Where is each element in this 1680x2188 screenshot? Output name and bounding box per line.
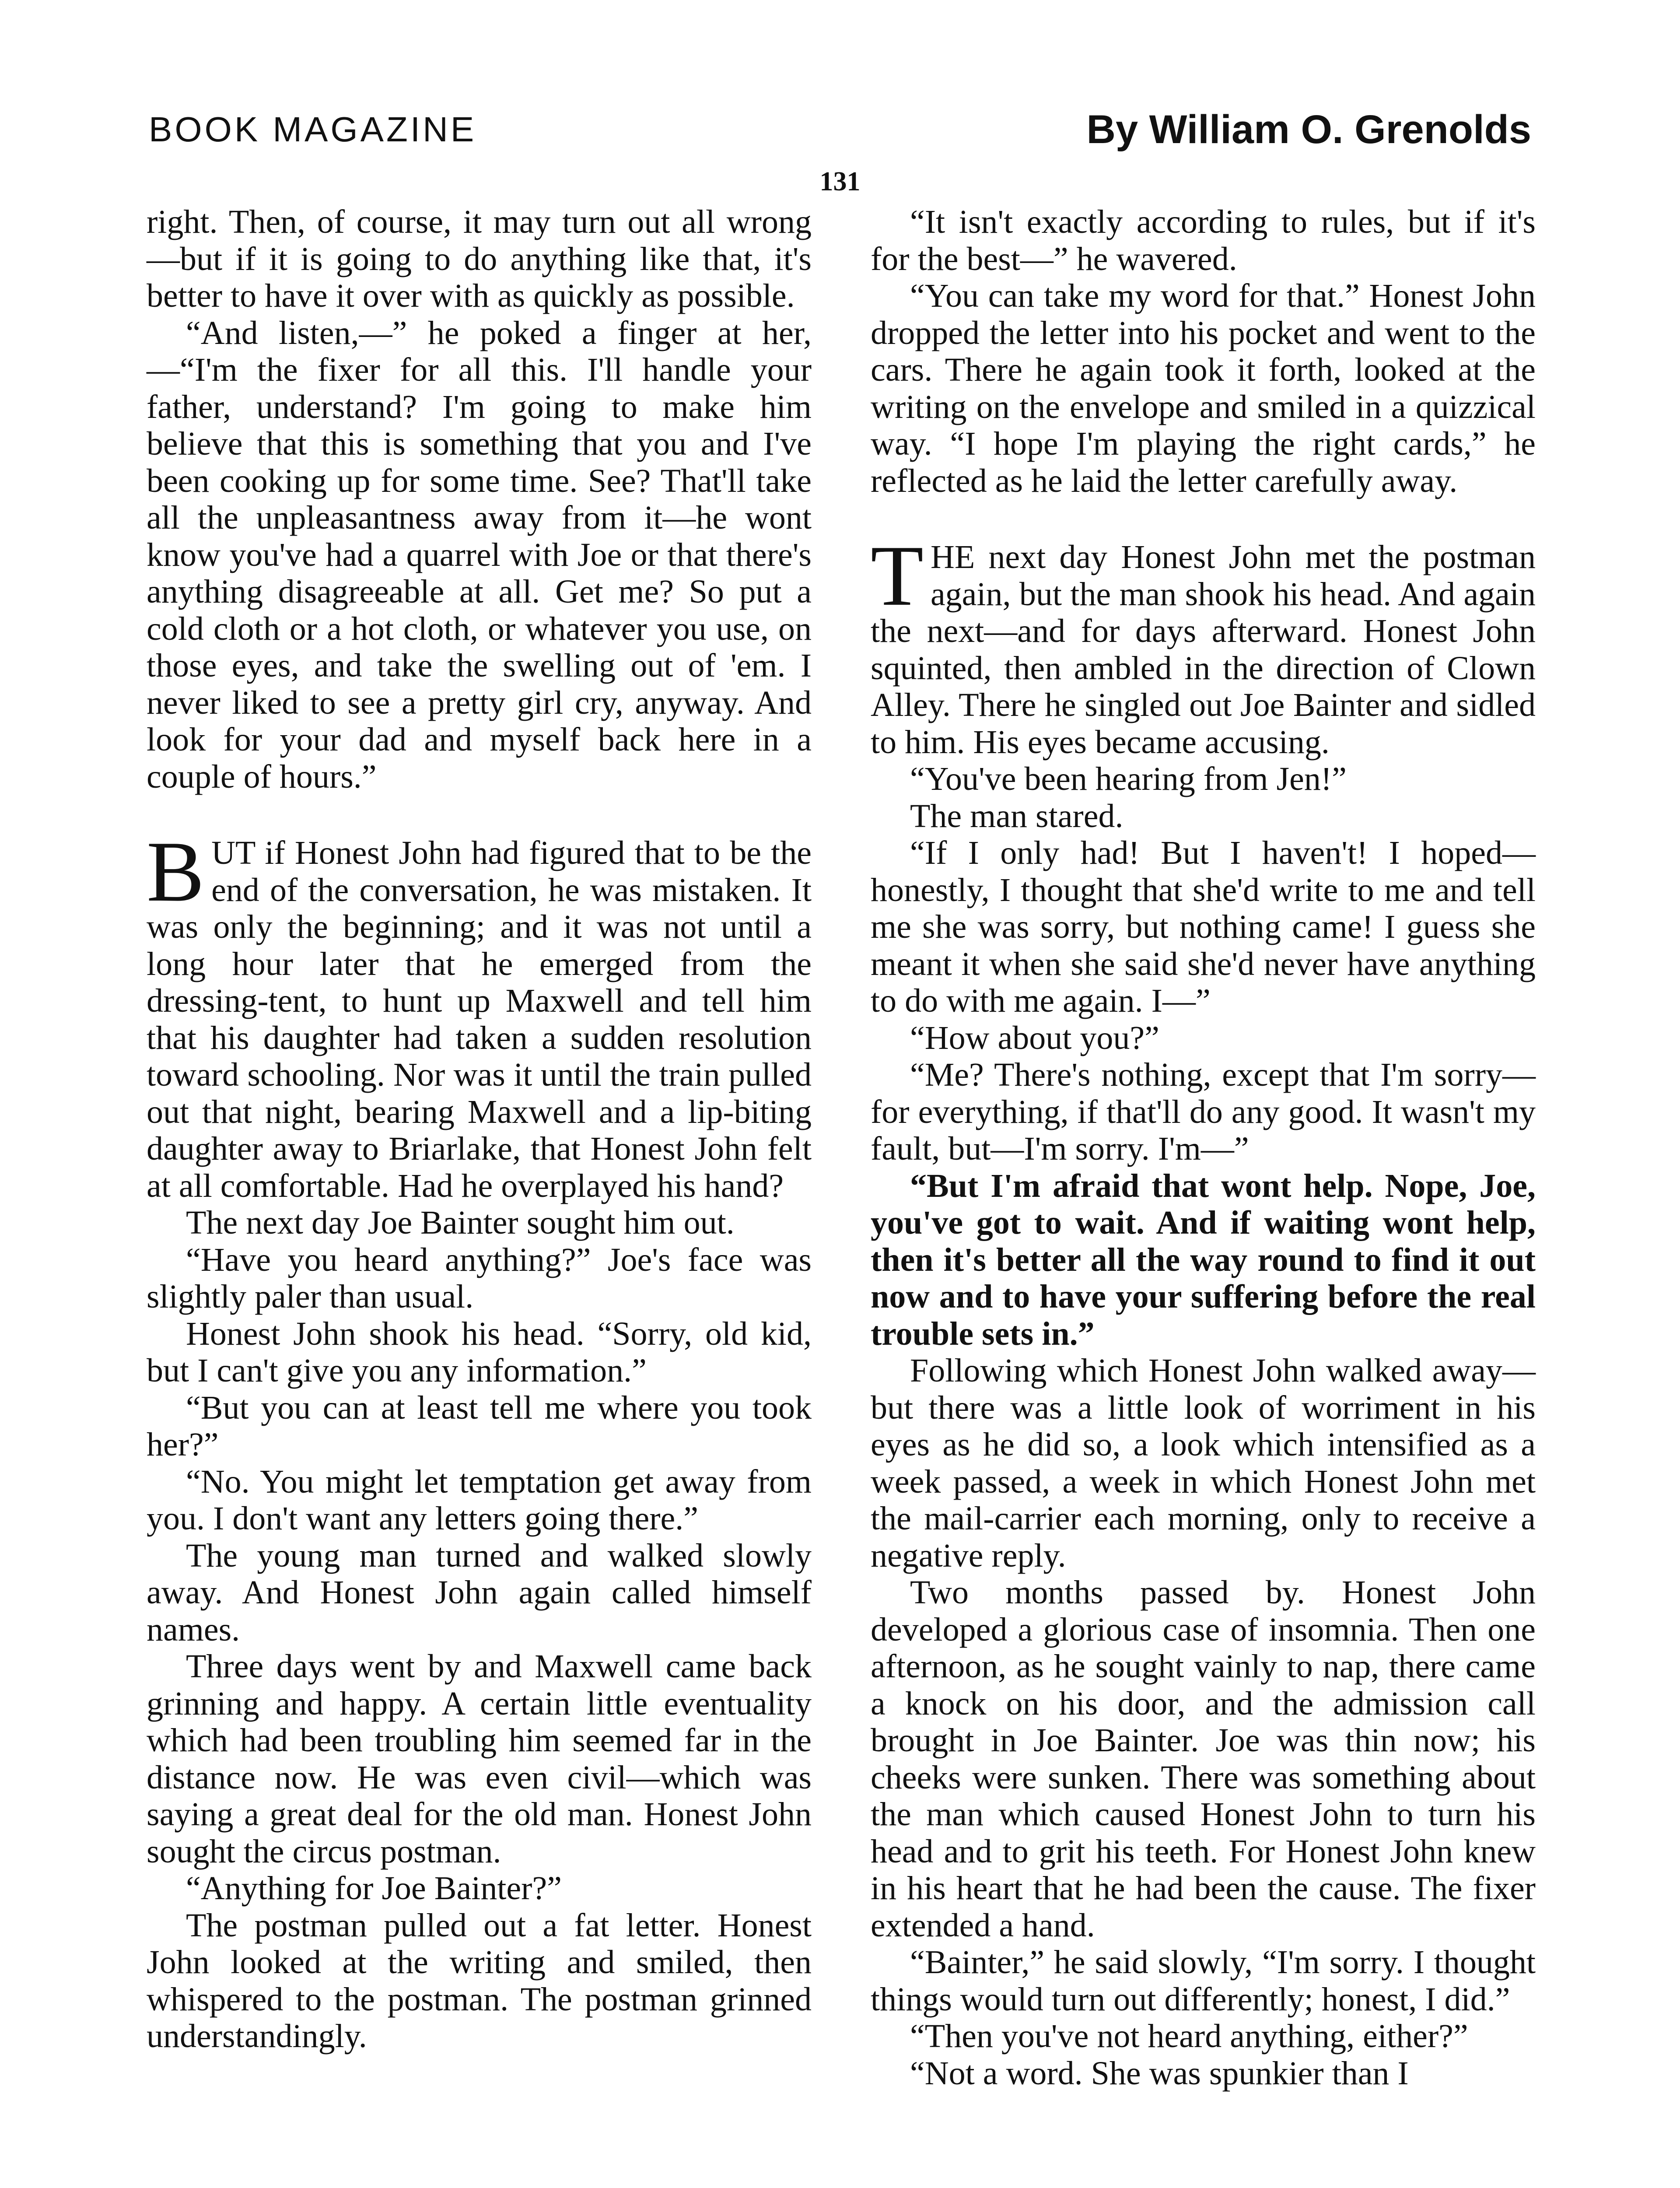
paragraph: “Not a word. She was spunkier than I (910, 2055, 1409, 2092)
paragraph: right. Then, of course, it may turn out all wrong—but if it is going to do anything like that, it's better to have it over with as quickly as possible. (147, 203, 812, 314)
paragraph: “But you can at least tell me where you took her?” (147, 1389, 812, 1463)
page-header (149, 109, 1531, 171)
paragraph: “Anything for Joe Bainter?” (186, 1870, 562, 1907)
section-opening-paragraph (871, 528, 1536, 761)
paragraph: “How about you?” (910, 1019, 1159, 1056)
paragraph-text: UT if Honest John had figured that to be the end of the conversation, he was mistaken. It was only the beginning; and it was not until a long hour later that he emerged from the dressing-tent, to hunt up Maxwell and tell him that his daughter had taken a sudden resolution toward schooling. Nor was it until the train pulled out that night, bearing Maxwell and a lip-biting daughter away to Briarlake, that Honest John felt at all comfortable. Had he overplayed his hand? (147, 835, 812, 1204)
paragraph: “Bainter,” he said slowly, “I'm sorry. I thought things would turn out differently; honest, I did.” (871, 1944, 1536, 2018)
paragraph: The next day Joe Bainter sought him out. (186, 1204, 735, 1241)
right-column (871, 203, 1536, 2092)
paragraph: “You've been hearing from Jen!” (910, 761, 1347, 797)
drop-cap: T (871, 528, 924, 624)
paragraph: “Then you've not heard anything, either?” (910, 2018, 1468, 2055)
paragraph: “Have you heard anything?” Joe's face was slightly paler than usual. (147, 1241, 812, 1315)
paragraph: Three days went by and Maxwell came back grinning and happy. A certain little eventuality which had been troubling him seemed far in the distance now. He was even civil—which was saying a great deal for the old man. Honest John sought the circus postman. (147, 1648, 812, 1870)
paragraph: “And listen,—” he poked a finger at her, —“I'm the fixer for all this. I'll handle your father, understand? I'm going to make him believe that this is something that you and I've been cooking up for some time. See? That'll take all the unpleasantness away from it—he wont know you've had a quarrel with Joe or that there's anything disagreeable at all. Get me? So put a cold cloth or a hot cloth, or whatever you use, on those eyes, and take the swelling out of 'em. I never liked to see a pretty girl cry, anyway. And look for your dad and myself back here in a couple of hours.” (147, 314, 812, 795)
paragraph: “But I'm afraid that wont help. Nope, Joe, you've got to wait. And if waiting wont help, then it's better all the way round to find it out now and to have your suffering before the real trouble sets in.” (871, 1167, 1536, 1352)
magazine-title: BOOK MAGAZINE (149, 110, 477, 149)
section-opening-paragraph (147, 824, 812, 1204)
paragraph-text: HE next day Honest John met the postman again, but the man shook his head. And again the next—and for days afterward. Honest John squinted, then ambled in the direction of Clown Alley. There he singled out Joe Bainter and sidled to him. His eyes became accusing. (871, 539, 1536, 761)
page-number: 131 (819, 167, 861, 196)
paragraph: “If I only had! But I haven't! I hoped—honestly, I thought that she'd write to me and tell me she was sorry, but nothing came! I guess she meant it when she said she'd never have anything to do with me again. I—” (871, 835, 1536, 1019)
left-column (147, 203, 812, 2055)
author-byline: By William O. Grenolds (1086, 107, 1531, 152)
paragraph: The man stared. (910, 797, 1124, 835)
paragraph: “You can take my word for that.” Honest John dropped the letter into his pocket and went to the cars. There he again took it forth, looked at the writing on the envelope and smiled in a quizzical way. “I hope I'm playing the right cards,” he reflected as he laid the letter carefully away. (871, 277, 1536, 499)
paragraph: “No. You might let temptation get away from you. I don't want any letters going there.” (147, 1463, 812, 1537)
drop-cap: B (147, 824, 205, 919)
paragraph: “Me? There's nothing, except that I'm sorry—for everything, if that'll do any good. It wasn't my fault, but—I'm sorry. I'm—” (871, 1056, 1536, 1167)
paragraph: Following which Honest John walked away—but there was a little look of worriment in his eyes as he did so, a look which intensified as a week passed, a week in which Honest John met the mail-carrier each morning, only to receive a negative reply. (871, 1352, 1536, 1574)
paragraph: Honest John shook his head. “Sorry, old kid, but I can't give you any information.” (147, 1315, 812, 1389)
paragraph: “It isn't exactly according to rules, but if it's for the best—” he wavered. (871, 203, 1536, 277)
paragraph: Two months passed by. Honest John developed a glorious case of insomnia. Then one afternoon, as he sought vainly to nap, there came a knock on his door, and the admission call brought in Joe Bainter. Joe was thin now; his cheeks were sunken. There was something about the man which caused Honest John to turn his head and to grit his teeth. For Honest John knew in his heart that he had been the cause. The fixer extended a hand. (871, 1574, 1536, 1944)
paragraph: The young man turned and walked slowly away. And Honest John again called himself names. (147, 1537, 812, 1648)
paragraph: The postman pulled out a fat letter. Honest John looked at the writing and smiled, then whispered to the postman. The postman grinned understandingly. (147, 1907, 812, 2055)
